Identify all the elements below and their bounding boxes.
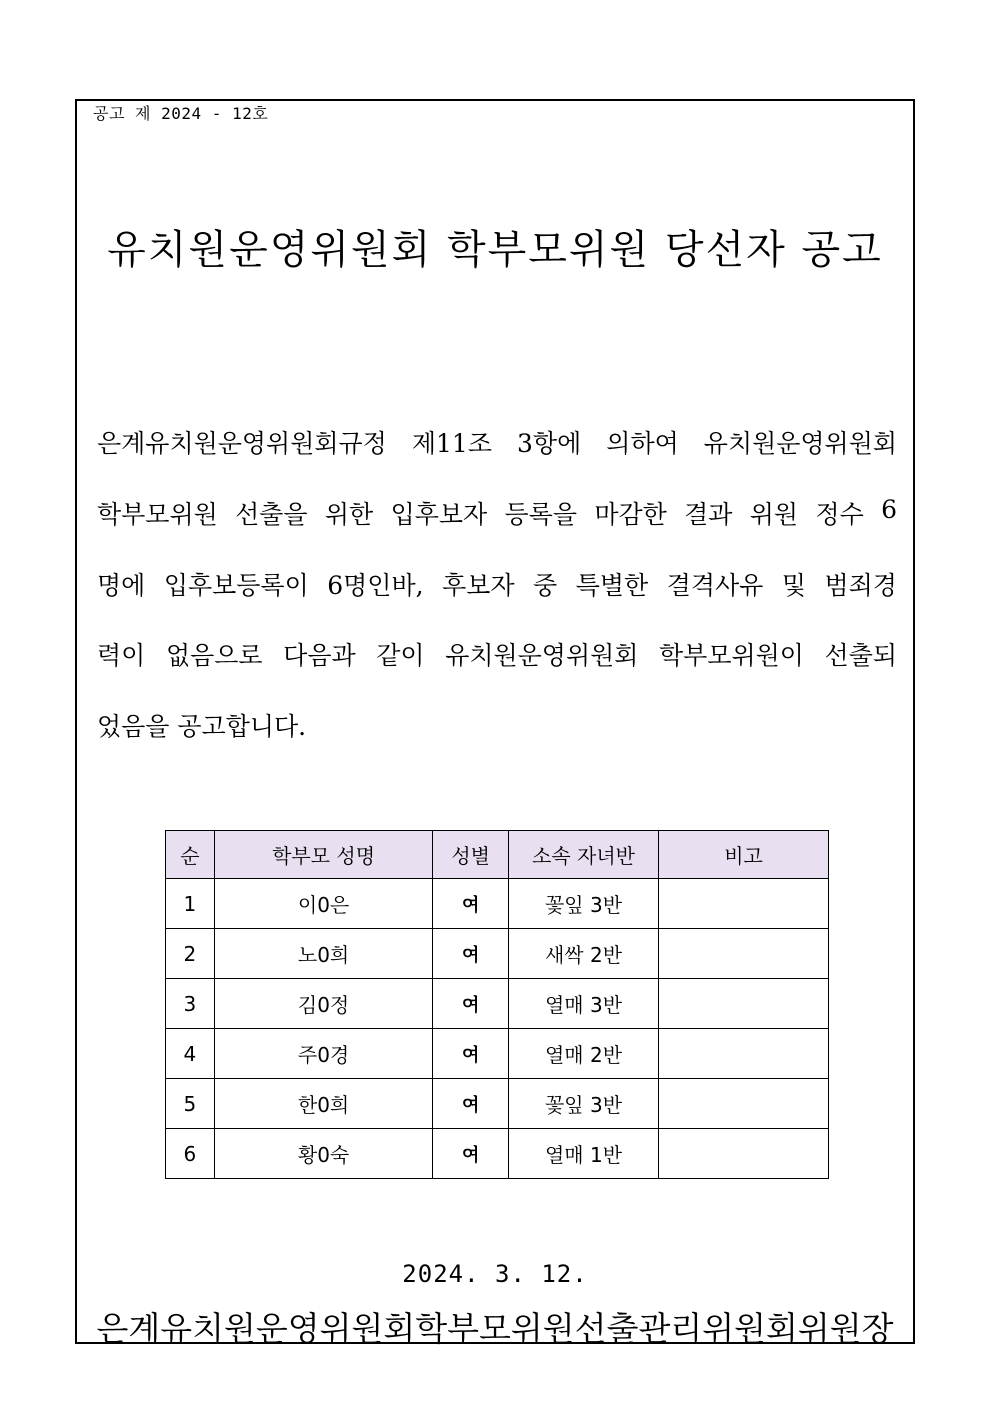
cell-name: 노0희 (214, 929, 433, 979)
table-header-row (166, 831, 829, 879)
cell-class: 꽃잎 3반 (508, 1079, 658, 1129)
cell-gender: 여 (433, 929, 509, 979)
cell-class: 열매 3반 (508, 979, 658, 1029)
cell-note (659, 929, 829, 979)
cell-no: 5 (166, 1079, 215, 1129)
cell-name: 김0정 (214, 979, 433, 1029)
paragraph-line-2: 학부모위원 선출을 위한 입후보자 등록을 마감한 결과 위원 정수 6 (97, 495, 897, 529)
signer-title: 은계유치원운영위원회학부모위원선출관리위원회위원장 (96, 1309, 894, 1348)
page-title: 유치원운영위원회 학부모위원 당선자 공고 (107, 227, 883, 273)
cell-name: 이0은 (214, 879, 433, 929)
cell-name: 한0희 (214, 1079, 433, 1129)
paragraph-line-4: 력이 없음으로 다음과 같이 유치원운영위원회 학부모위원이 선출되 (97, 641, 897, 670)
cell-no: 4 (166, 1029, 215, 1079)
cell-note (659, 1129, 829, 1179)
cell-no: 1 (166, 879, 215, 929)
table-row (166, 1079, 829, 1129)
cell-class: 열매 1반 (508, 1129, 658, 1179)
header-name: 학부모 성명 (214, 831, 433, 879)
cell-note (659, 1029, 829, 1079)
paragraph-line-1: 은계유치원운영위원회규정 제11조 3항에 의하여 유치원운영위원회 (97, 429, 897, 458)
cell-note (659, 879, 829, 929)
cell-gender: 여 (433, 1029, 509, 1079)
cell-gender: 여 (433, 879, 509, 929)
header-note: 비고 (659, 831, 829, 879)
cell-gender: 여 (433, 979, 509, 1029)
table-row (166, 1129, 829, 1179)
cell-no: 2 (166, 929, 215, 979)
header-class: 소속 자녀반 (508, 831, 658, 879)
members-table (165, 830, 829, 1179)
cell-class: 열매 2반 (508, 1029, 658, 1079)
cell-note (659, 1079, 829, 1129)
cell-gender: 여 (433, 1079, 509, 1129)
cell-name: 주0경 (214, 1029, 433, 1079)
cell-no: 6 (166, 1129, 215, 1179)
notice-number: 공고 제 2024 - 12호 (93, 104, 269, 123)
header-gender: 성별 (433, 831, 509, 879)
cell-gender: 여 (433, 1129, 509, 1179)
table-row (166, 929, 829, 979)
cell-no: 3 (166, 979, 215, 1029)
paragraph-line-3: 명에 입후보등록이 6명인바, 후보자 중 특별한 결격사유 및 범죄경 (97, 571, 897, 600)
table-row (166, 979, 829, 1029)
table-row (166, 1029, 829, 1079)
paragraph-line-5: 었음을 공고합니다. (97, 712, 307, 741)
cell-class: 꽃잎 3반 (508, 879, 658, 929)
cell-note (659, 979, 829, 1029)
notice-date: 2024. 3. 12. (402, 1260, 588, 1288)
cell-name: 황0숙 (214, 1129, 433, 1179)
table-row (166, 879, 829, 929)
cell-class: 새싹 2반 (508, 929, 658, 979)
header-no: 순 (166, 831, 215, 879)
